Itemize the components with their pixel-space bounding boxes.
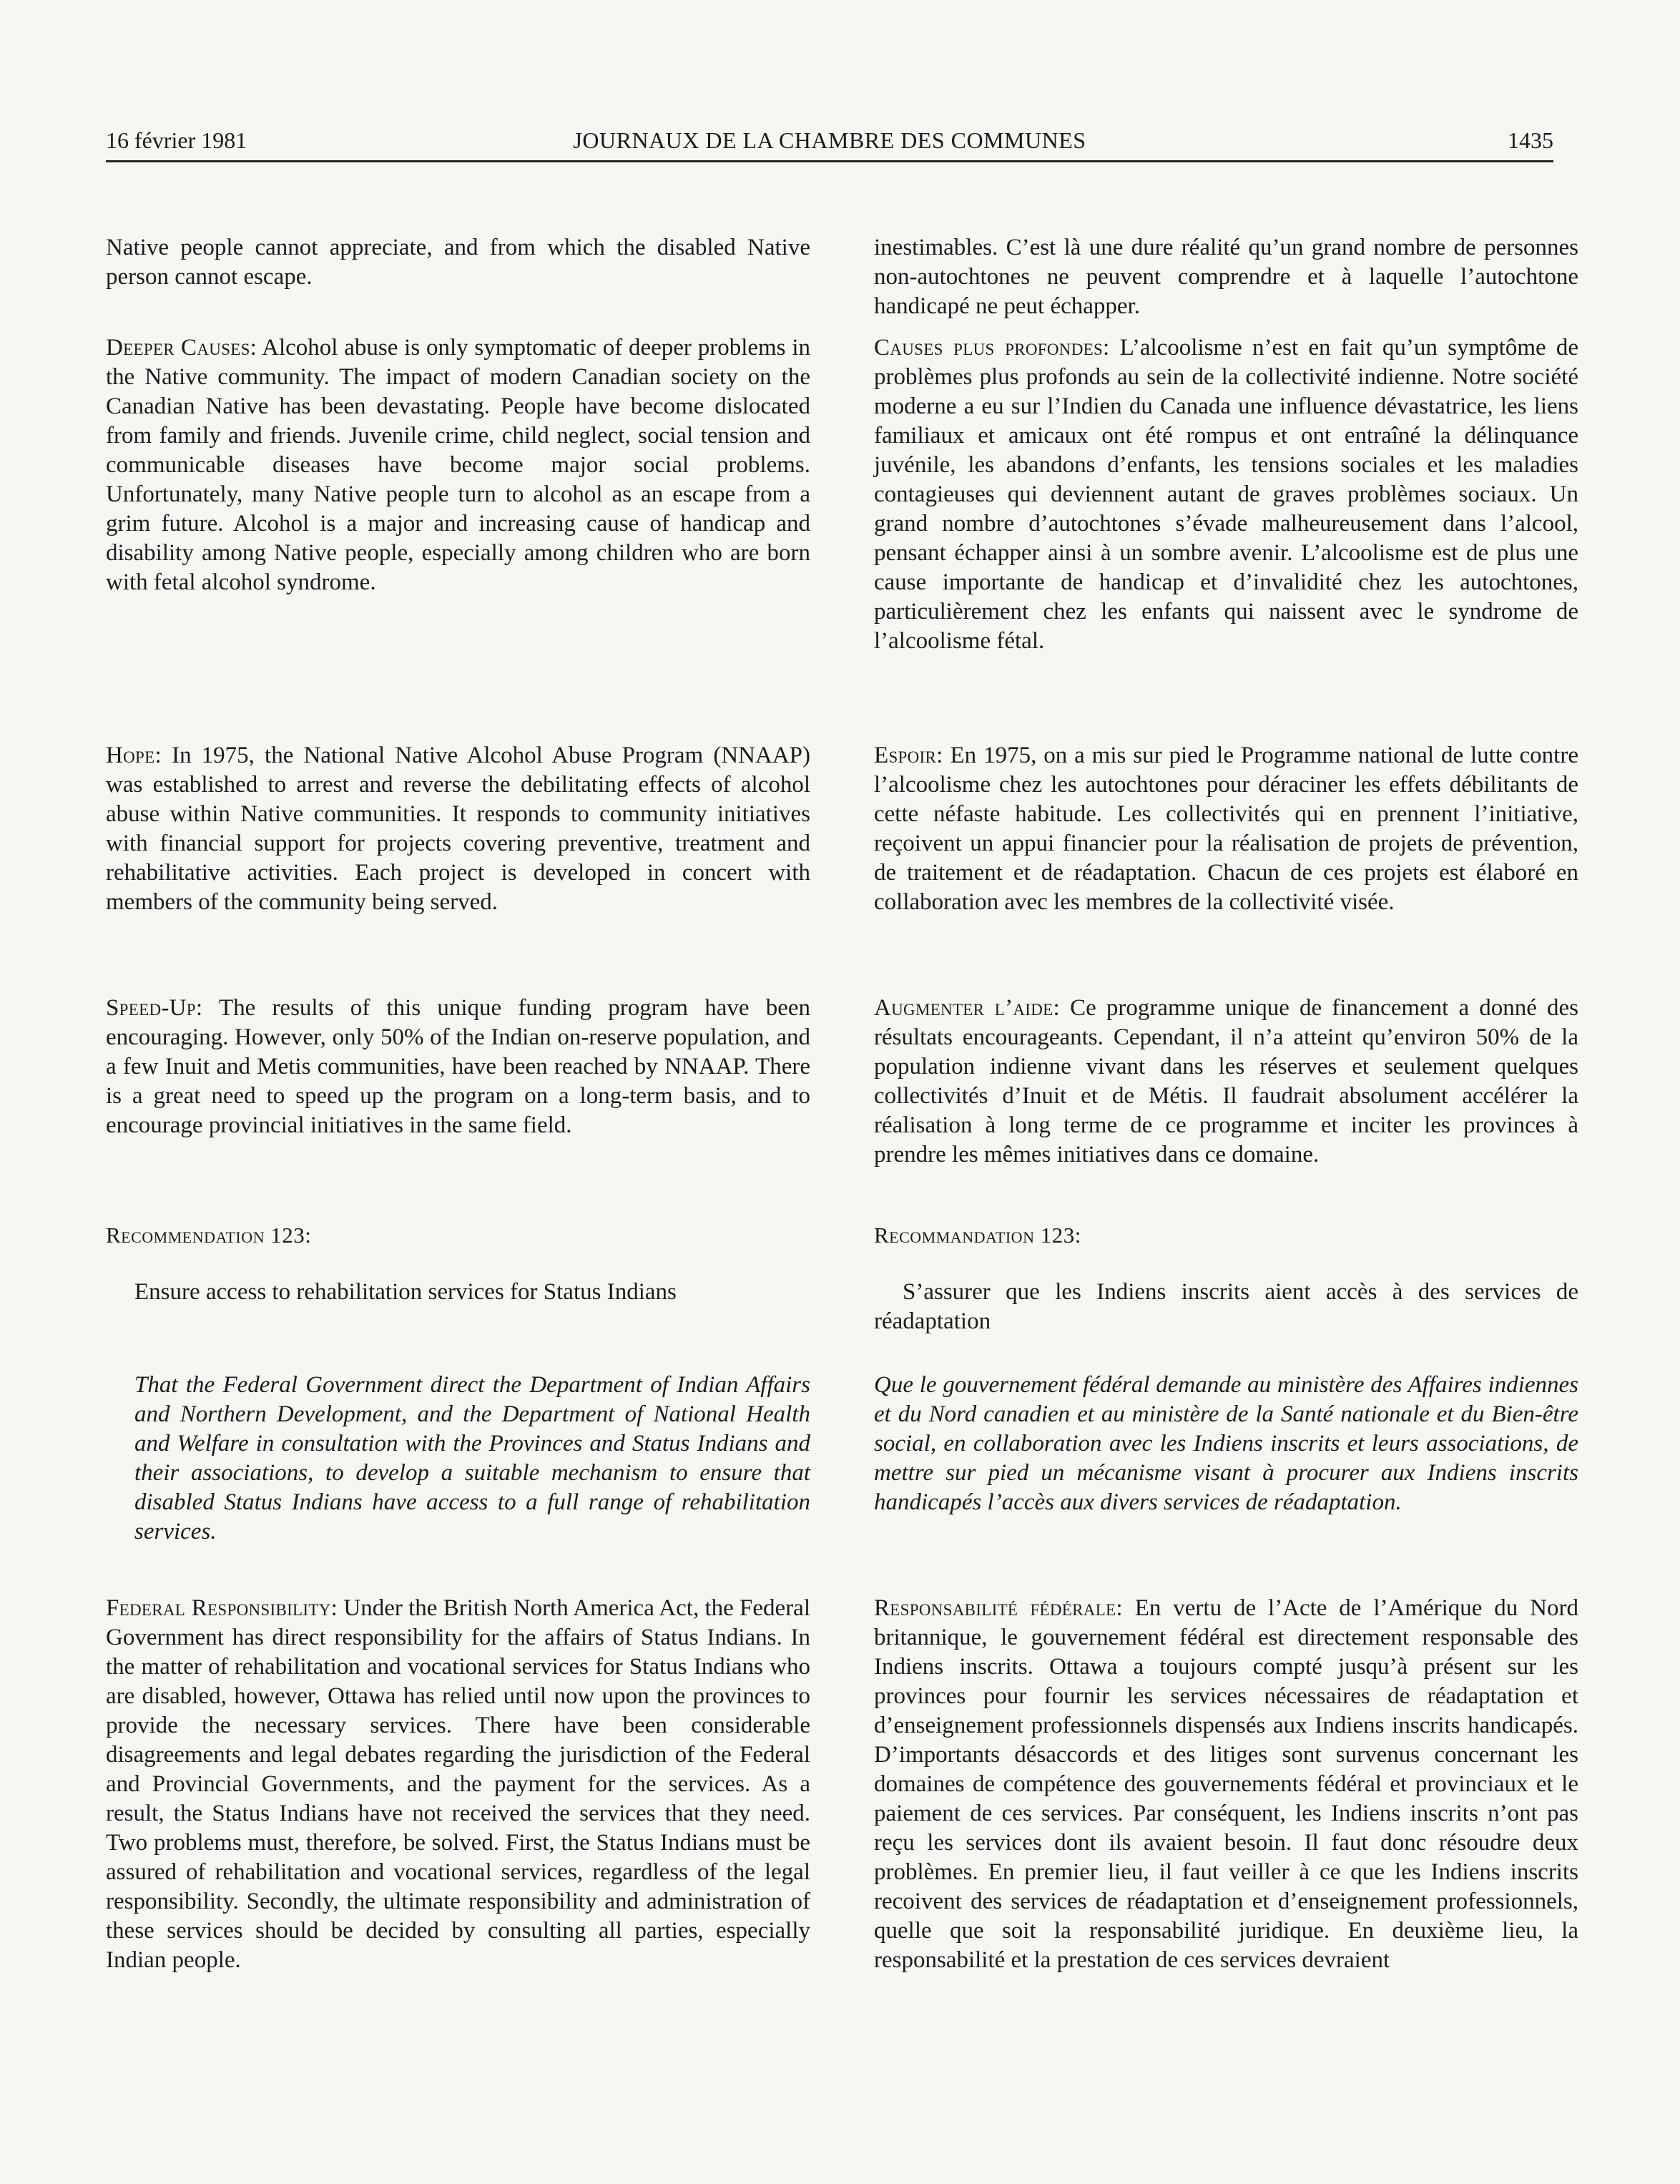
section-heading: Federal Responsibility: (106, 1595, 338, 1621)
hope-paragraph (106, 741, 810, 917)
header-date: 16 février 1981 (106, 127, 247, 153)
espoir-paragraph-fr (874, 741, 1578, 917)
section-text: Alcohol abuse is only symptomatic of deeper problems in the Native community. The impact of modern Canadian society on the Canadian Native has been devastating. People have become dislocated from family and friends. Juvenile crime, child neglect, social tension and communicable diseases have become major social problems. Unfortunately, many Native people turn to alcohol as an escape from a grim future. Alcohol is a major and increasing cause of handicap and disability among Native people, especially among children who are born with fetal alcohol syndrome. (106, 335, 810, 595)
section-text: The results of this unique funding program have been encouraging. However, only 50% of the Indian on-reserve population, and a few Inuit and Metis communities, have been reached by NNAAP. There is a great need to speed up the program on a long-term basis, and to encourage provincial initiatives in the same field. (106, 995, 810, 1138)
recommendation-label: Recommendation 123: (106, 1223, 312, 1248)
section-heading: Deeper Causes: (106, 335, 257, 361)
section-text: Ce programme unique de financement a donné des résultats encourageants. Cependant, il n’a atteint qu’environ 50% de la population indienne vivant dans les réserves et seulement quelques collectivités d’Inuit et de Métis. Il faudrait absolument accélérer la réalisation à long terme de ce programme et inciter les provinces à prendre les mêmes initiatives dans ce domaine. (874, 995, 1578, 1167)
section-heading: Augmenter l’aide: (874, 995, 1060, 1021)
section-heading: Hope: (106, 743, 162, 768)
recommendation-title: Ensure access to rehabilitation services for Status Indians (134, 1279, 677, 1305)
running-header (106, 126, 1553, 162)
header-title: JOURNAUX DE LA CHAMBRE DES COMMUNES (573, 127, 1086, 153)
page-number: 1435 (1508, 127, 1553, 153)
section-heading: Speed-Up: (106, 995, 203, 1021)
section-heading: Causes plus profondes: (874, 335, 1110, 361)
section-heading: Responsabilité fédérale: (874, 1595, 1123, 1621)
recommendation-title-fr: S’assurer que les Indiens inscrits aient accès à des services de réadaptation (874, 1279, 1578, 1334)
causes-paragraph-fr (874, 333, 1578, 656)
deeper-causes-paragraph (106, 333, 810, 597)
section-heading: Espoir: (874, 743, 943, 768)
speed-up-paragraph (106, 994, 810, 1140)
section-text: L’alcoolisme n’est en fait qu’un symptôme de problèmes plus profonds au sein de la collectivité indienne. Notre société moderne a eu sur l’Indien du Canada une influence dévastatrice, les liens familiaux et amicaux ont été rompus et ont entraîné la délinquance juvénile, les abandons d’enfants, les tensions sociales et les maladies contagieuses qui deviennent autant de graves problèmes sociaux. Un grand nombre d’autochtones s’évade malheureusement dans l’alcool, pensant échapper ainsi à un sombre avenir. L’alcoolisme est de plus une cause importante de handicap et d’invalidité chez les autochtones, particulièrement chez les enfants qui naissent avec le syndrome de l’alcoolisme fétal. (874, 335, 1578, 654)
responsabilite-paragraph-fr (874, 1594, 1578, 1975)
federal-responsibility-paragraph (106, 1594, 810, 1975)
section-text: En 1975, on a mis sur pied le Programme national de lutte contre l’alcoolisme chez les autochtones pour déraciner les effets débilitants de cette néfaste habitude. Les collectivités qui en prennent l’initiative, reçoivent un appui financier pour la réalisation de projets de prévention, de traitement et de réadaptation. Chacun de ces projets est élaboré en collaboration avec les membres de la collectivité visée. (874, 743, 1578, 915)
recommendation-text-fr: Que le gouvernement fédéral demande au ministère des Affaires indiennes et du Nord canadien et au ministère de la Santé nationale et du Bien-être social, en collaboration avec les Indiens inscrits et leurs associations, de mettre sur pied un mécanisme visant à procurer aux Indiens inscrits handicapés l’accès aux divers services de réadaptation. (874, 1372, 1578, 1515)
section-text: In 1975, the National Native Alcohol Abuse Program (NNAAP) was established to arrest and reverse the debilitating effects of alcohol abuse within Native communities. It responds to community initiatives with financial support for projects covering preventive, treatment and rehabilitative activities. Each project is developed in concert with members of the community being served. (106, 743, 810, 915)
recommendation-label-fr: Recommandation 123: (874, 1223, 1081, 1248)
recommendation-text: That the Federal Government direct the Department of Indian Affairs and Northern Development, and the Department of National Health and Welfare in consultation with the Provinces and Status Indians and their associations, to develop a suitable mechanism to ensure that disabled Status Indians have access to a full range of rehabilitation services. (134, 1372, 810, 1544)
section-text: En vertu de l’Acte de l’Amérique du Nord britannique, le gouvernement fédéral est directement responsable des Indiens inscrits. Ottawa a toujours compté jusqu’à présent sur les provinces pour fournir les services nécessaires de réadaptation et d’enseignement professionnels dispensés aux Indiens inscrits handicapés. D’importants désaccords et des litiges sont survenus concernant les domaines de compétence des gouvernements fédéral et provinciaux et le paiement de ces services. Par conséquent, les Indiens inscrits n’ont pas reçu les services dont ils avaient besoin. Il faut donc résoudre deux problèmes. En premier lieu, il faut veiller à ce que les Indiens inscrits recoivent des services de réadaptation et d’enseignement professionnels, quelle que soit la responsabilité juridique. En deuxième lieu, la responsabilité et la prestation de ces services devraient (874, 1595, 1578, 1973)
intro-paragraph-fr: inestimables. C’est là une dure réalité qu’un grand nombre de personnes non-autochtones ne peuvent comprendre et à laquelle l’autochtone handicapé ne peut échapper. (874, 235, 1578, 319)
augmenter-paragraph-fr (874, 994, 1578, 1170)
section-text: Under the British North America Act, the Federal Government has direct responsibility for the affairs of Status Indians. In the matter of rehabilitation and vocational services for Status Indians who are disabled, however, Ottawa has relied until now upon the provinces to provide the necessary services. There have been considerable disagreements and legal debates regarding the jurisdiction of the Federal and Provincial Governments, and the payment for the services. As a result, the Status Indians have not received the services that they need. Two problems must, therefore, be solved. First, the Status Indians must be assured of rehabilitation and vocational services, regardless of the legal responsibility. Secondly, the ultimate responsibility and administration of these services should be decided by consulting all parties, especially Indian people. (106, 1595, 811, 1973)
intro-paragraph: Native people cannot appreciate, and from which the disabled Native person cannot escape. (106, 235, 810, 290)
